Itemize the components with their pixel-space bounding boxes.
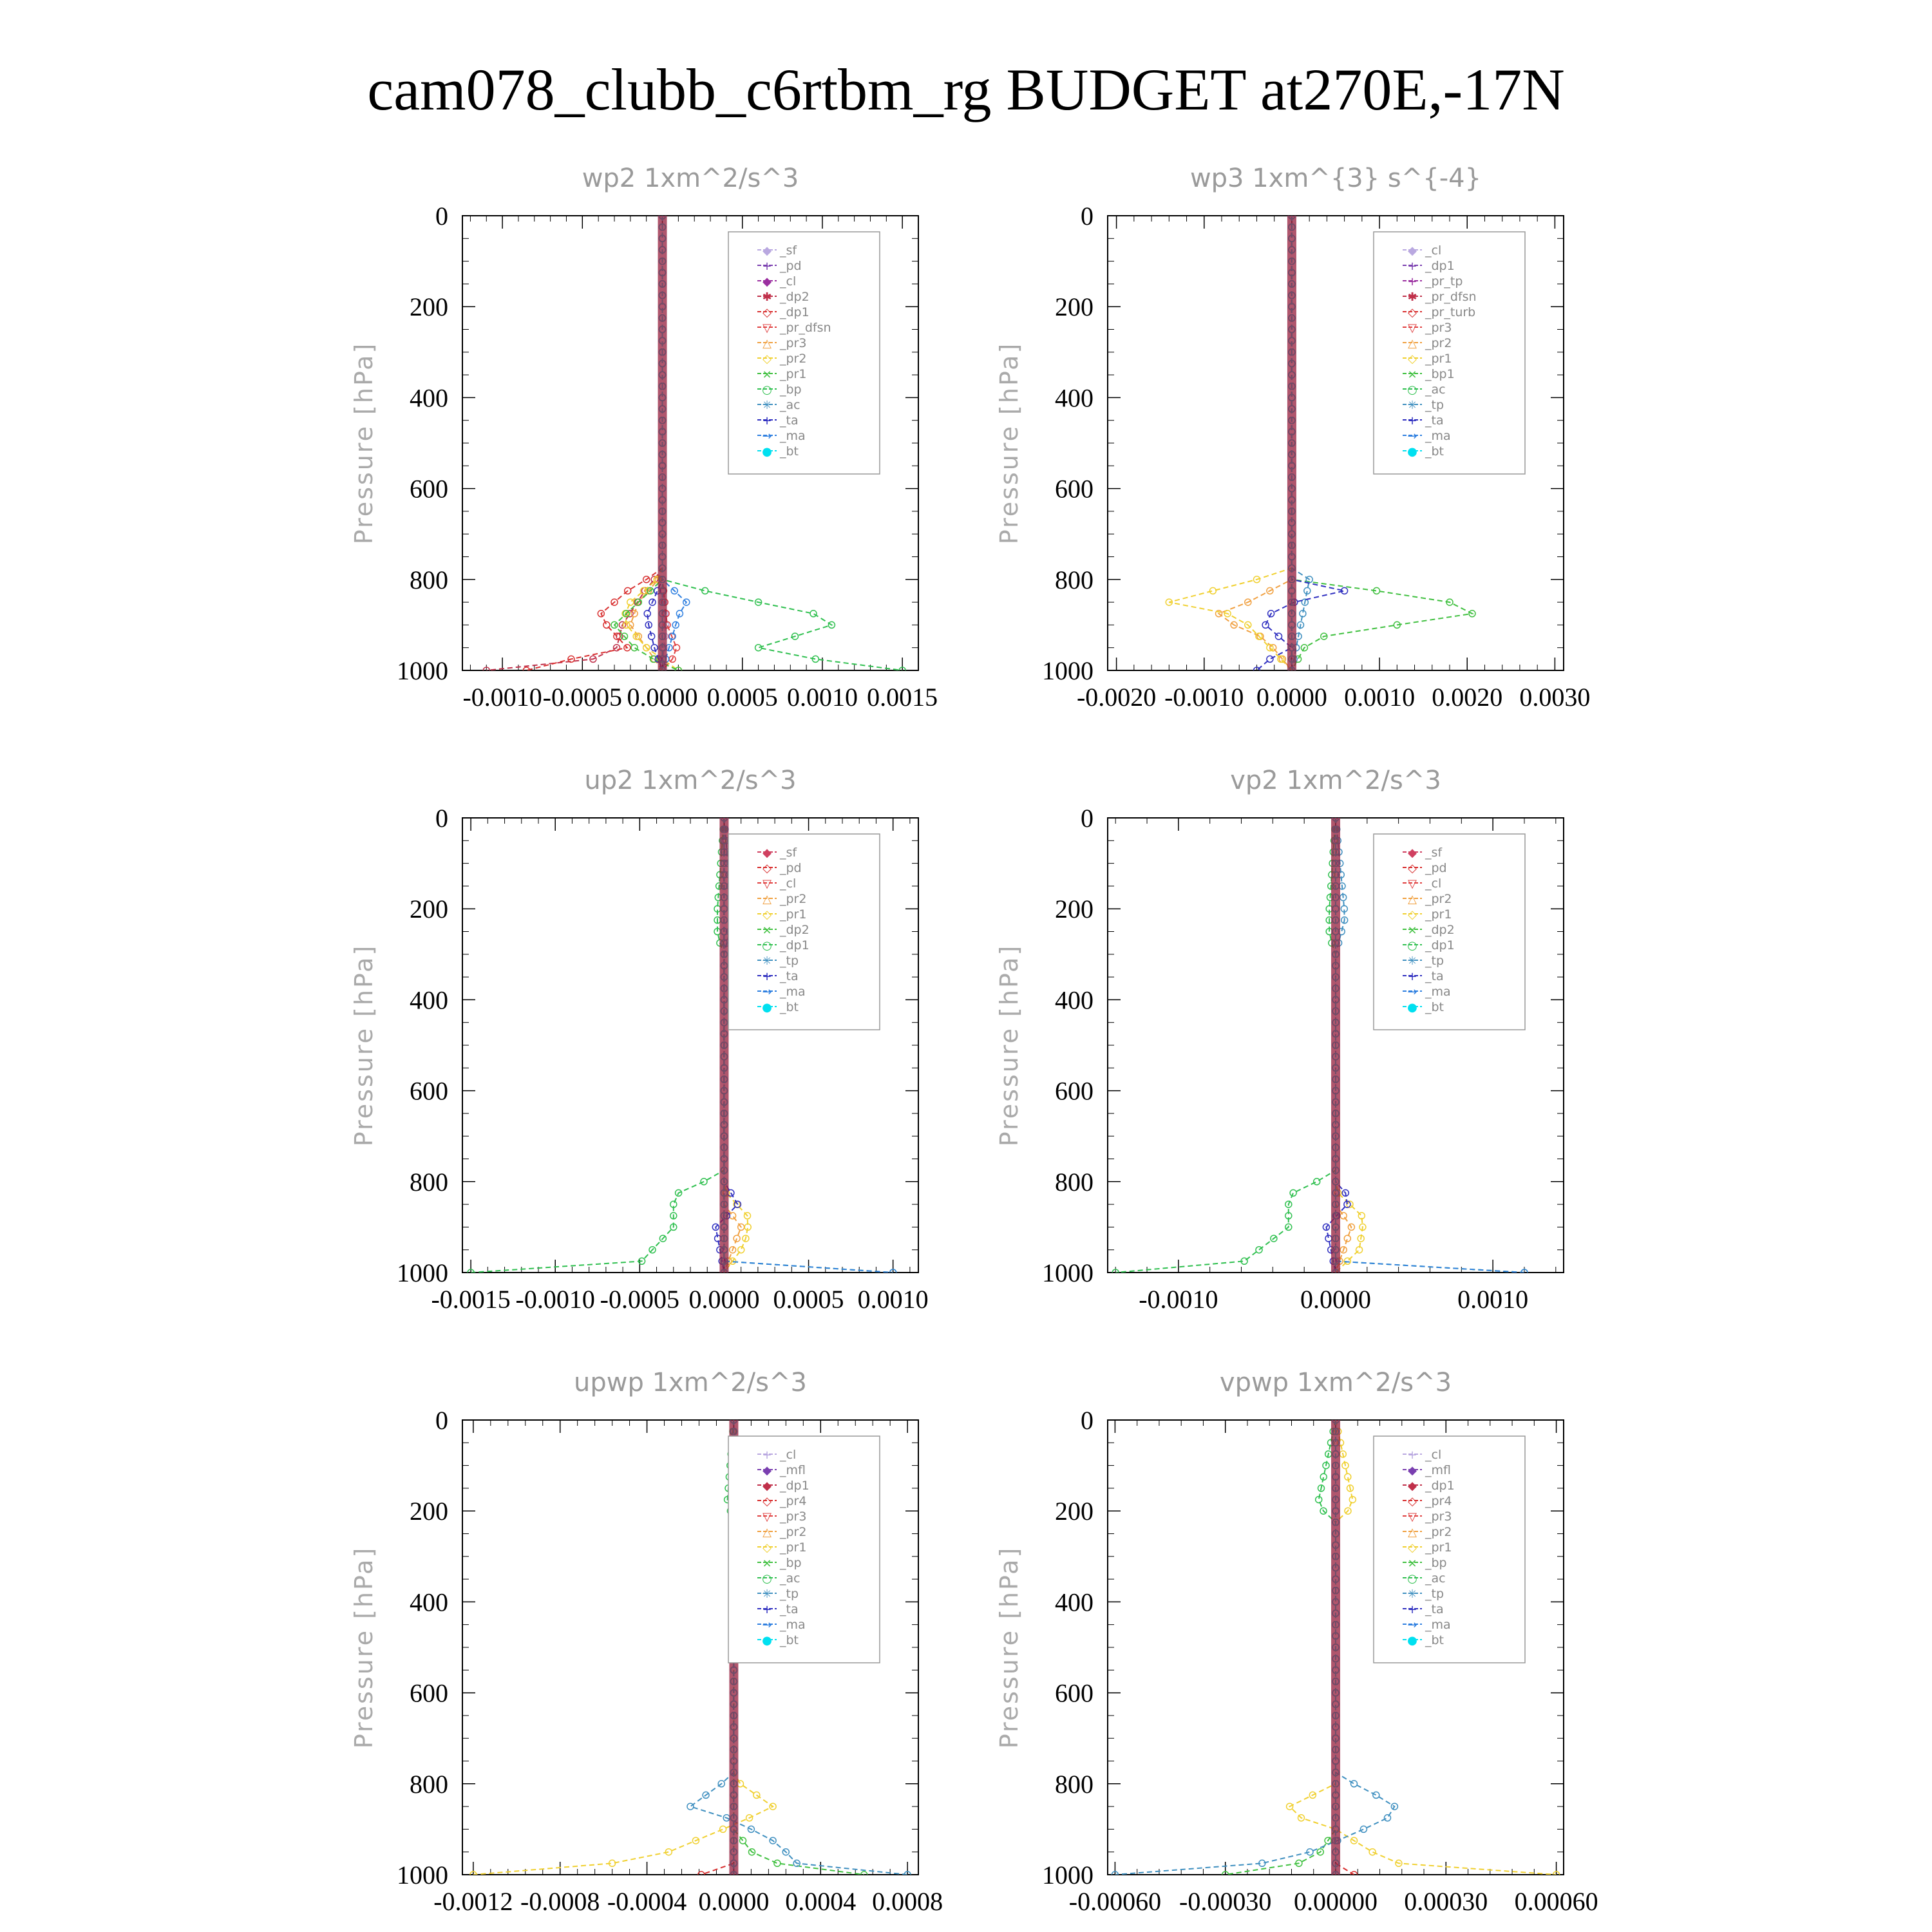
y-tick-label: 600 (1055, 1678, 1094, 1708)
data-point (1385, 1815, 1391, 1821)
data-point (1256, 1247, 1262, 1253)
y-axis-label: Pressure [hPa] (995, 943, 1023, 1147)
data-point (1290, 1189, 1296, 1196)
legend-marker: + (762, 1603, 772, 1616)
y-tick-label: 400 (410, 383, 448, 413)
y-tick-label: 600 (1055, 474, 1094, 504)
legend-label: _tp (1425, 1587, 1444, 1601)
legend-label: _pr_dfsn (780, 321, 831, 335)
series-line-pr2 (1219, 216, 1292, 670)
legend-marker: ◇ (1408, 352, 1417, 366)
legend-label: _pr1 (780, 1540, 807, 1555)
x-tick-label: 0.0000 (698, 1887, 770, 1916)
legend-label: _dp1 (780, 305, 810, 319)
legend-marker: △ (1408, 337, 1417, 350)
legend-label: _pr1 (1425, 352, 1452, 366)
legend-label: _dp2 (780, 290, 810, 304)
zero-overlap-band (1287, 216, 1296, 670)
legend-label: _pr2 (780, 352, 807, 366)
legend-label: _ac (1425, 1571, 1446, 1586)
series-line-dp1 (471, 818, 724, 1273)
legend-marker: ◇ (762, 306, 772, 319)
x-tick-label: 0.0005 (706, 683, 778, 712)
series-line-pr1 (614, 216, 678, 670)
zero-overlap-band (1331, 818, 1340, 1273)
legend-label: _cl (780, 1448, 797, 1462)
panel-title: upwp 1xm^2/s^3 (574, 1368, 807, 1397)
legend-marker: ● (1407, 1634, 1417, 1647)
legend-label: _pr1 (780, 907, 807, 922)
x-tick-label: 0.0000 (1256, 683, 1327, 712)
legend-label: _cl (1425, 243, 1442, 258)
data-point (1351, 1781, 1358, 1787)
legend-marker: ◇ (1408, 1541, 1417, 1555)
legend-marker: × (762, 923, 772, 937)
y-tick-label: 800 (410, 565, 448, 594)
legend-marker: ○ (1407, 939, 1417, 952)
legend-marker: ◇ (762, 1541, 772, 1555)
legend-marker: × (1407, 923, 1417, 937)
x-tick-label: 0.0000 (1300, 1285, 1371, 1314)
x-tick-label: 0.0015 (867, 683, 938, 712)
legend-marker: ○ (1407, 383, 1417, 397)
legend-label: _pr1 (1425, 907, 1452, 922)
panel-title: wp3 1xm^{3} s^{-4} (1189, 164, 1482, 193)
legend-label: _bt (780, 444, 799, 459)
legend-marker: → (1407, 1618, 1417, 1632)
chart-panel-3 (350, 766, 929, 1314)
legend-label: _bp (1425, 1556, 1447, 1570)
legend-label: _pr4 (1425, 1494, 1452, 1508)
zero-overlap-band (1331, 1420, 1340, 1875)
y-tick-label: 600 (410, 1678, 448, 1708)
data-point (1340, 1213, 1347, 1219)
legend-marker: + (762, 260, 772, 273)
y-tick-label: 1000 (1042, 656, 1094, 685)
legend-marker: ▽ (1408, 321, 1417, 335)
x-tick-label: 0.0010 (1344, 683, 1416, 712)
y-tick-label: 800 (410, 1167, 448, 1197)
x-tick-label: -0.0010 (1139, 1285, 1218, 1314)
y-tick-label: 1000 (1042, 1861, 1094, 1889)
data-point (1267, 656, 1273, 662)
data-point (755, 645, 762, 651)
legend-marker: ▽ (762, 1510, 772, 1524)
legend-label: _dp1 (1425, 259, 1455, 273)
x-tick-label: 0.00030 (1404, 1887, 1488, 1916)
legend-label: _mfl (1425, 1463, 1451, 1477)
data-point (774, 1860, 781, 1866)
y-axis-label: Pressure [hPa] (995, 1546, 1023, 1749)
legend-marker: + (1407, 414, 1417, 428)
legend-label: _pr2 (1425, 336, 1452, 350)
legend-label: _ta (780, 969, 799, 983)
legend-label: _dp2 (1425, 923, 1455, 937)
legend-marker: ◆ (1408, 244, 1417, 258)
data-point (627, 599, 634, 605)
y-tick-label: 400 (1055, 1587, 1094, 1617)
legend-label: _bt (780, 1000, 799, 1014)
y-tick-label: 800 (1055, 565, 1094, 594)
legend-marker: + (1407, 1448, 1417, 1462)
data-point (687, 1803, 694, 1810)
legend-label: _ma (780, 429, 806, 443)
x-tick-label: -0.0010 (515, 1285, 595, 1314)
x-tick-label: -0.0005 (600, 1285, 679, 1314)
x-tick-label: -0.0015 (431, 1285, 511, 1314)
legend-marker: ✳ (1407, 1587, 1417, 1601)
data-point (810, 611, 817, 617)
legend-marker: × (762, 1557, 772, 1570)
legend-label: _bp (780, 383, 802, 397)
y-axis-label: Pressure [hPa] (350, 341, 378, 545)
legend-marker: ✱ (762, 290, 772, 304)
zero-overlap-band (658, 216, 667, 670)
y-tick-label: 800 (1055, 1769, 1094, 1799)
legend-marker: ● (1407, 445, 1417, 459)
chart-panel-4 (995, 766, 1564, 1314)
y-axis-label: Pressure [hPa] (350, 943, 378, 1147)
legend-label: _pr2 (1425, 1525, 1452, 1539)
y-tick-label: 200 (1055, 1497, 1094, 1526)
legend-marker: → (762, 1618, 772, 1632)
legend-label: _pr3 (780, 1510, 807, 1524)
legend-label: _sf (1425, 846, 1443, 860)
legend-marker: → (1407, 985, 1417, 999)
legend-label: _ma (780, 1618, 806, 1632)
legend-marker: × (1407, 368, 1417, 381)
y-axis-label: Pressure [hPa] (995, 341, 1023, 545)
legend-marker: ○ (1407, 1572, 1417, 1586)
y-tick-label: 1000 (397, 1861, 448, 1889)
legend-marker: + (762, 1448, 772, 1462)
legend-label: _ta (780, 1602, 799, 1616)
x-tick-label: 0.00060 (1514, 1887, 1598, 1916)
legend-label: _pr3 (780, 336, 807, 350)
x-tick-label: 0.0004 (785, 1887, 857, 1916)
legend-label: _tp (1425, 398, 1444, 412)
legend-label: _sf (780, 243, 797, 258)
legend-label: _bt (1425, 1000, 1444, 1014)
data-point (1373, 1792, 1379, 1798)
legend-marker: ▽ (1408, 877, 1417, 891)
y-tick-label: 200 (410, 895, 448, 924)
legend-marker: △ (1408, 893, 1417, 906)
legend-marker: × (1407, 1557, 1417, 1570)
series-line-pr1 (1169, 216, 1292, 670)
data-point (740, 1837, 746, 1844)
legend-marker: ◆ (762, 846, 772, 860)
panel-title: vp2 1xm^2/s^3 (1230, 766, 1441, 795)
y-tick-label: 800 (1055, 1167, 1094, 1197)
legend-label: _pd (1425, 861, 1447, 875)
legend-label: _cl (1425, 876, 1442, 891)
y-tick-label: 0 (435, 1406, 448, 1435)
data-point (720, 1826, 726, 1832)
legend-label: _cl (780, 274, 797, 289)
legend-marker: ✳ (1407, 954, 1417, 968)
x-tick-label: -0.0004 (607, 1887, 687, 1916)
y-tick-label: 1000 (397, 656, 448, 685)
legend-marker: ● (762, 1001, 772, 1014)
y-tick-label: 200 (1055, 292, 1094, 322)
legend-marker: ◆ (762, 1479, 772, 1493)
x-tick-label: 0.0010 (1457, 1285, 1529, 1314)
y-tick-label: 400 (410, 985, 448, 1015)
data-point (738, 1247, 744, 1253)
data-point (1369, 1849, 1376, 1855)
y-tick-label: 200 (410, 292, 448, 322)
legend-label: _bt (1425, 1633, 1444, 1647)
data-point (1344, 1235, 1350, 1242)
y-tick-label: 0 (435, 202, 448, 231)
legend-label: _pd (780, 259, 802, 273)
legend-marker: ◆ (762, 1464, 772, 1477)
legend-label: _bp1 (1425, 367, 1455, 381)
x-tick-label: -0.0008 (520, 1887, 600, 1916)
legend-marker: + (1407, 275, 1417, 289)
legend-marker: ◇ (1408, 862, 1417, 875)
legend-label: _pr3 (1425, 321, 1452, 335)
chart-panel-2 (995, 164, 1590, 712)
legend-marker: ▽ (1408, 1510, 1417, 1524)
x-tick-label: -0.0010 (462, 683, 542, 712)
legend-marker: △ (762, 1526, 772, 1539)
chart-panel-5 (350, 1368, 943, 1916)
legend-label: _pd (780, 861, 802, 875)
y-tick-label: 1000 (1042, 1258, 1094, 1287)
y-tick-label: 600 (410, 1076, 448, 1106)
legend-label: _ma (1425, 429, 1451, 443)
legend (728, 1436, 880, 1663)
legend-label: _ta (1425, 969, 1444, 983)
legend-marker: × (762, 368, 772, 381)
legend-marker: ✳ (762, 954, 772, 968)
legend-label: _ma (1425, 985, 1451, 999)
legend-marker: △ (762, 337, 772, 350)
series-line-ta (1257, 216, 1345, 670)
legend-label: _pr2 (780, 1525, 807, 1539)
legend-label: _ta (1425, 1602, 1444, 1616)
legend-label: _tp (780, 954, 799, 968)
legend-label: _ac (780, 1571, 800, 1586)
legend-marker: ◆ (1408, 846, 1417, 860)
legend-label: _ma (780, 985, 806, 999)
x-tick-label: 0.0000 (627, 683, 698, 712)
data-point (603, 621, 610, 628)
series-line-dp1 (1115, 818, 1336, 1273)
legend-label: _dp1 (1425, 1479, 1455, 1493)
legend-marker: → (1407, 430, 1417, 443)
x-tick-label: -0.00060 (1068, 1887, 1162, 1916)
x-tick-label: 0.0005 (773, 1285, 844, 1314)
legend-marker: ◇ (762, 1495, 772, 1508)
y-tick-label: 400 (1055, 383, 1094, 413)
legend-label: _pr1 (1425, 1540, 1452, 1555)
legend (728, 834, 880, 1030)
x-tick-label: 0.0008 (872, 1887, 943, 1916)
y-tick-label: 400 (410, 1587, 448, 1617)
legend-marker: + (1407, 260, 1417, 273)
legend-label: _ac (780, 398, 800, 412)
legend-label: _cl (1425, 1448, 1442, 1462)
x-tick-label: -0.0005 (542, 683, 622, 712)
panel-title: wp2 1xm^2/s^3 (582, 164, 799, 193)
panel-title: vpwp 1xm^2/s^3 (1219, 1368, 1452, 1397)
legend-marker: ✱ (1407, 290, 1417, 304)
legend-label: _pr1 (780, 367, 807, 381)
series-line-dp2 (486, 216, 662, 670)
legend-marker: + (762, 414, 772, 428)
data-point (1314, 1179, 1320, 1185)
y-tick-label: 1000 (397, 1258, 448, 1287)
data-point (676, 611, 683, 617)
legend-label: _dp1 (780, 1479, 810, 1493)
x-tick-label: 0.0010 (857, 1285, 929, 1314)
legend-marker: + (762, 970, 772, 983)
legend-marker: ◇ (1408, 1495, 1417, 1508)
legend-label: _pr_tp (1425, 274, 1463, 289)
legend-label: _pr2 (1425, 892, 1452, 906)
y-tick-label: 400 (1055, 985, 1094, 1015)
y-axis-label: Pressure [hPa] (350, 1546, 378, 1749)
legend-marker: ◇ (762, 908, 772, 922)
legend-marker: ● (1407, 1001, 1417, 1014)
data-point (1360, 1826, 1367, 1832)
data-point (1276, 633, 1282, 639)
legend-marker: ▽ (762, 321, 772, 335)
x-tick-label: 0.0020 (1432, 683, 1503, 712)
legend-marker: ◆ (762, 275, 772, 289)
legend-label: _pr3 (1425, 1510, 1452, 1524)
legend (728, 232, 880, 474)
legend-marker: ○ (762, 383, 772, 397)
legend-label: _ac (1425, 383, 1446, 397)
legend (1374, 834, 1525, 1030)
x-tick-label: 0.0030 (1519, 683, 1591, 712)
y-tick-label: 0 (1081, 1406, 1094, 1435)
legend-label: _pr4 (780, 1494, 807, 1508)
legend-marker: ✳ (762, 399, 772, 412)
x-tick-label: -0.0012 (433, 1887, 513, 1916)
legend (1374, 232, 1525, 474)
chart-panel-1 (350, 164, 938, 712)
legend-marker: ▽ (762, 877, 772, 891)
x-tick-label: 0.0010 (786, 683, 858, 712)
legend-label: _tp (780, 1587, 799, 1601)
panel-title: up2 1xm^2/s^3 (584, 766, 797, 795)
y-tick-label: 800 (410, 1769, 448, 1799)
legend-marker: → (762, 430, 772, 443)
legend-label: _ta (1425, 413, 1444, 428)
x-tick-label: -0.0020 (1076, 683, 1157, 712)
legend-label: _dp1 (1425, 938, 1455, 952)
legend-marker: ✳ (1407, 399, 1417, 412)
legend-label: _sf (780, 846, 797, 860)
legend-label: _bt (780, 1633, 799, 1647)
series-line-tp (1115, 1420, 1394, 1875)
legend-marker: → (762, 985, 772, 999)
legend-label: _dp2 (780, 923, 810, 937)
x-tick-label: -0.0010 (1164, 683, 1244, 712)
legend-label: _dp1 (780, 938, 810, 952)
legend-marker: △ (762, 893, 772, 906)
legend-label: _mfl (780, 1463, 806, 1477)
series-line-bp (1226, 1420, 1336, 1875)
y-tick-label: 600 (410, 474, 448, 504)
y-tick-label: 600 (1055, 1076, 1094, 1106)
legend-marker: ● (762, 445, 772, 459)
legend (1374, 1436, 1525, 1663)
data-point (631, 645, 638, 651)
legend-marker: ◇ (1408, 908, 1417, 922)
legend-label: _pr2 (780, 892, 807, 906)
legend-marker: ○ (762, 1572, 772, 1586)
legend-marker: ○ (762, 939, 772, 952)
legend-marker: ✳ (762, 1587, 772, 1601)
x-tick-label: 0.00000 (1294, 1887, 1378, 1916)
x-tick-label: 0.0000 (688, 1285, 760, 1314)
legend-marker: ◇ (1408, 306, 1417, 319)
legend-marker: + (1407, 970, 1417, 983)
y-tick-label: 0 (435, 804, 448, 833)
legend-marker: ◆ (1408, 1464, 1417, 1477)
legend-label: _pr_dfsn (1425, 290, 1477, 304)
chart-panel-6 (995, 1368, 1598, 1916)
legend-marker: ◇ (762, 352, 772, 366)
legend-label: _ta (780, 413, 799, 428)
legend-marker: ◇ (762, 862, 772, 875)
legend-label: _ma (1425, 1618, 1451, 1632)
y-tick-label: 0 (1081, 202, 1094, 231)
legend-marker: ◆ (1408, 1479, 1417, 1493)
legend-marker: △ (1408, 1526, 1417, 1539)
zero-overlap-band (719, 818, 728, 1273)
x-tick-label: -0.00030 (1179, 1887, 1272, 1916)
legend-label: _cl (780, 876, 797, 891)
y-tick-label: 200 (1055, 895, 1094, 924)
data-point (1262, 621, 1269, 628)
legend-label: _tp (1425, 954, 1444, 968)
legend-marker: + (1407, 1603, 1417, 1616)
y-tick-label: 200 (410, 1497, 448, 1526)
figure-title: cam078_clubb_c6rtbm_rg BUDGET at270E,-17N (367, 57, 1565, 122)
legend-label: _bt (1425, 444, 1444, 459)
data-point (674, 645, 680, 651)
y-tick-label: 0 (1081, 804, 1094, 833)
legend-marker: ● (762, 1634, 772, 1647)
legend-label: _pr_turb (1425, 305, 1476, 319)
legend-marker: ◆ (762, 244, 772, 258)
legend-label: _bp (780, 1556, 802, 1570)
